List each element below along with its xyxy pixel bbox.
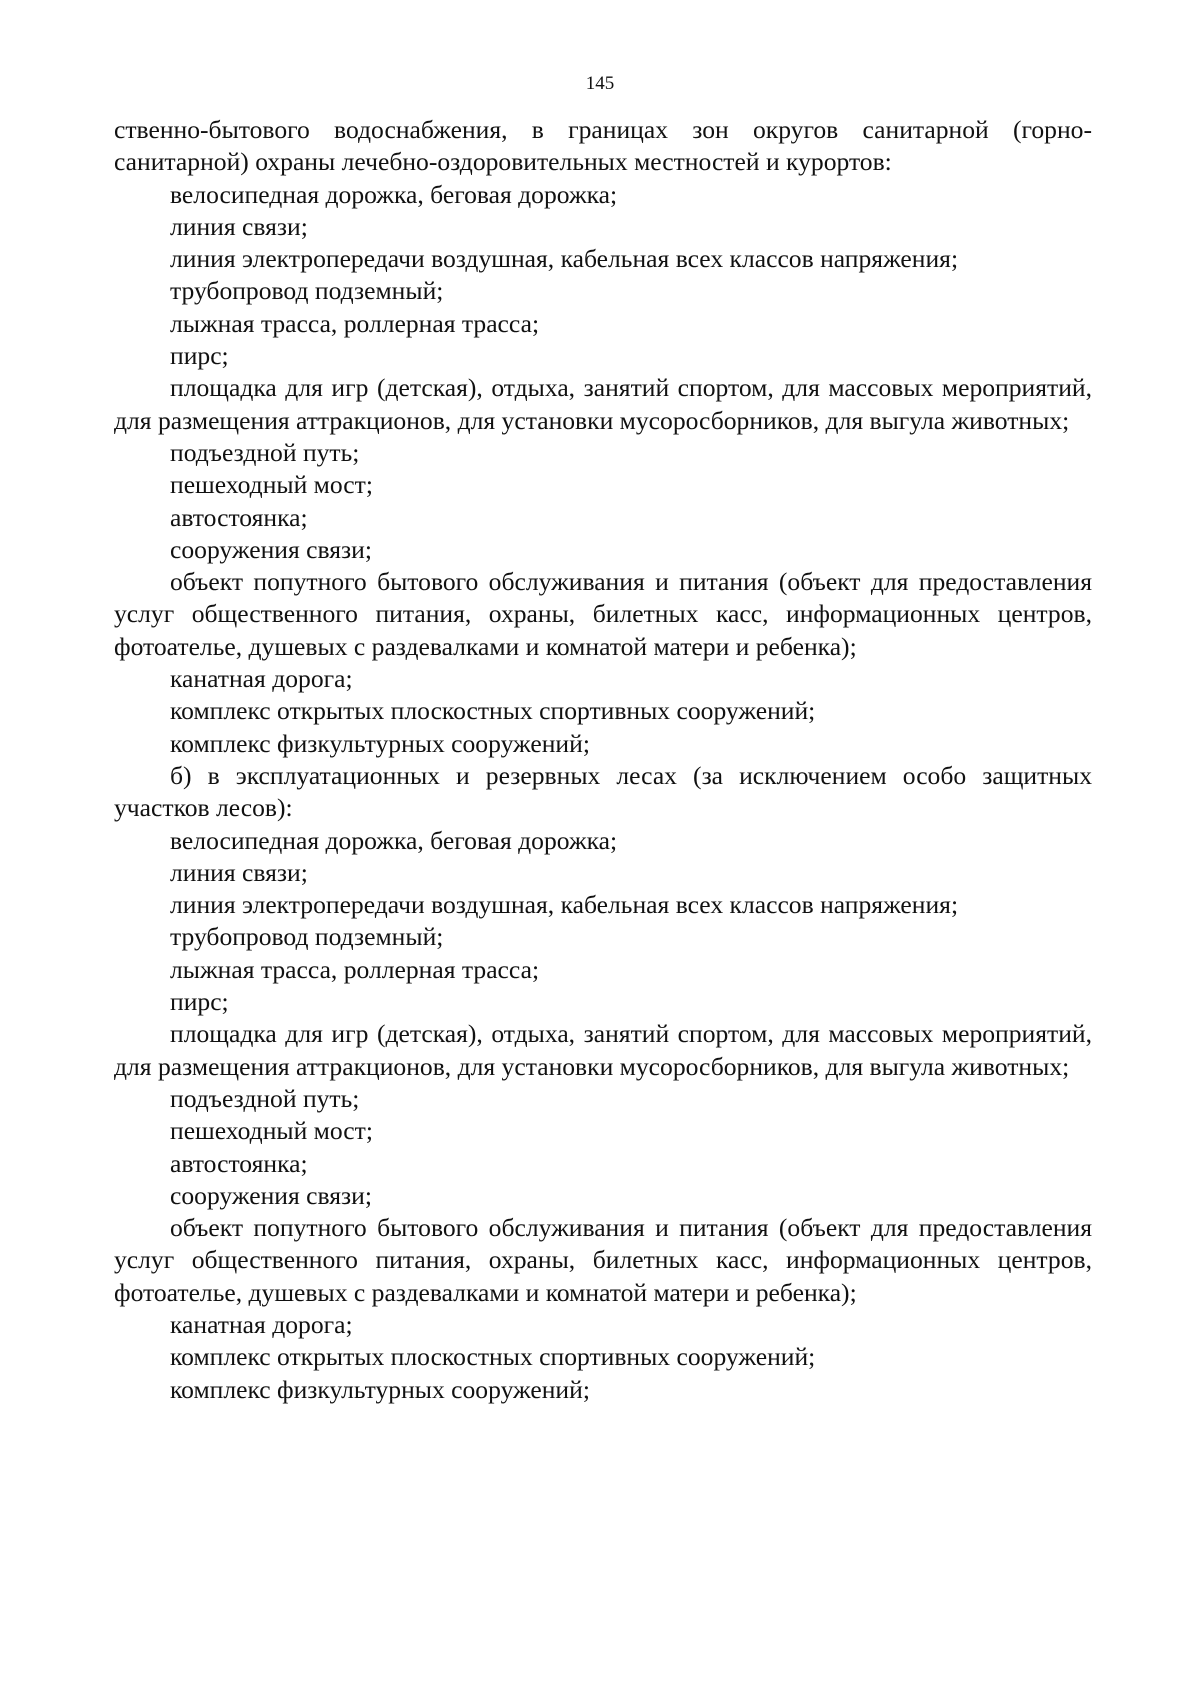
paragraph: площадка для игр (детская), отдыха, занятий спортом, для массовых мероприятий, для размещения аттракционов, для установки мусоросборников, для выгула животных; bbox=[114, 373, 1092, 435]
paragraph: велосипедная дорожка, беговая дорожка; bbox=[170, 179, 618, 209]
paragraph: канатная дорога; bbox=[170, 664, 353, 694]
paragraph: ственно-бытового водоснабжения, в границах зон округов санитарной (горно-санитарной) охраны лечебно-оздоровительных местностей и курортов: bbox=[114, 115, 1092, 177]
paragraph: пирс; bbox=[170, 987, 229, 1017]
paragraph: комплекс открытых плоскостных спортивных сооружений; bbox=[170, 1342, 816, 1372]
page-number: 145 bbox=[585, 73, 615, 94]
paragraph: площадка для игр (детская), отдыха, занятий спортом, для массовых мероприятий, для размещения аттракционов, для установки мусоросборников, для выгула животных; bbox=[114, 1019, 1092, 1081]
paragraph: канатная дорога; bbox=[170, 1309, 353, 1339]
paragraph: лыжная трасса, роллерная трасса; bbox=[170, 954, 540, 984]
paragraph: лыжная трасса, роллерная трасса; bbox=[170, 308, 540, 338]
document-body bbox=[114, 114, 1092, 1406]
paragraph: комплекс открытых плоскостных спортивных сооружений; bbox=[170, 696, 816, 726]
paragraph: пирс; bbox=[170, 341, 229, 371]
paragraph: пешеходный мост; bbox=[170, 470, 373, 500]
paragraph: сооружения связи; bbox=[170, 534, 372, 564]
paragraph: пешеходный мост; bbox=[170, 1116, 373, 1146]
paragraph: объект попутного бытового обслуживания и питания (объект для предоставления услуг общественного питания, охраны, билетных касс, информационных центров, фотоателье, душевых с раздевалками и комнатой матери и ребенка); bbox=[114, 1213, 1092, 1307]
paragraph: линия связи; bbox=[170, 211, 308, 241]
paragraph: автостоянка; bbox=[170, 502, 308, 532]
paragraph: б) в эксплуатационных и резервных лесах (за исключением особо защитных участков лесов): bbox=[114, 760, 1092, 823]
paragraph: линия электропередачи воздушная, кабельная всех классов напряжения; bbox=[170, 890, 959, 920]
paragraph: подъездной путь; bbox=[170, 437, 360, 467]
paragraph: линия электропередачи воздушная, кабельная всех классов напряжения; bbox=[170, 244, 959, 274]
paragraph: объект попутного бытового обслуживания и питания (объект для предоставления услуг общественного питания, охраны, билетных касс, информационных центров, фотоателье, душевых с раздевалками и комнатой матери и ребенка); bbox=[114, 567, 1092, 661]
paragraph: трубопровод подземный; bbox=[170, 922, 444, 952]
paragraph: трубопровод подземный; bbox=[170, 276, 444, 306]
paragraph: комплекс физкультурных сооружений; bbox=[170, 728, 590, 758]
paragraph: подъездной путь; bbox=[170, 1083, 360, 1113]
paragraph: велосипедная дорожка, беговая дорожка; bbox=[170, 825, 618, 855]
paragraph: линия связи; bbox=[170, 857, 308, 887]
paragraph: комплекс физкультурных сооружений; bbox=[170, 1374, 590, 1404]
paragraph: автостоянка; bbox=[170, 1148, 308, 1178]
paragraph: сооружения связи; bbox=[170, 1180, 372, 1210]
